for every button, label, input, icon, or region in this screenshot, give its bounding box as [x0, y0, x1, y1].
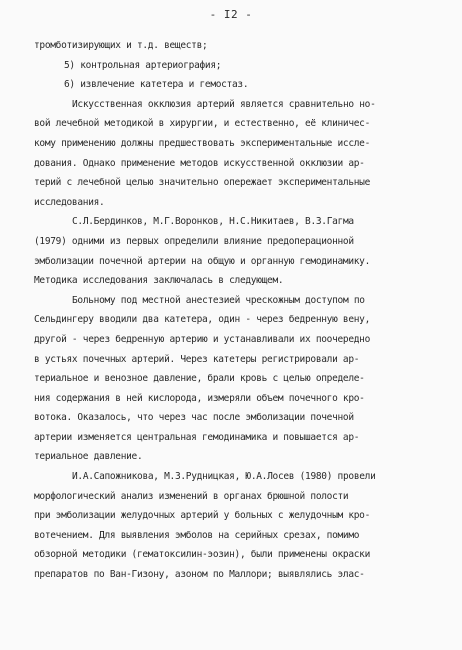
text-line: Больному под местной анестезией чрескожным доступом по: [72, 294, 365, 306]
text-line: дования. Однако применение методов искусственной окклюзии ар-: [34, 157, 365, 169]
text-line: И.А.Сапожникова, М.З.Рудницкая, Ю.А.Лосев (1980) провели: [72, 471, 376, 483]
text-line: артерии изменяется центральная гемодинамика и повышается ар-: [34, 431, 360, 443]
text-line: в устьях почечных артерий. Через катетеры регистрировали ар-: [34, 353, 360, 365]
text-line: тромботизирующих и т.д. веществ;: [34, 40, 208, 51]
body-text: [34, 36, 446, 585]
text-line: препаратов по Ван-Гизону, азоном по Маллори; выявлялись элас-: [34, 569, 365, 581]
text-line: кому применению должны предшествовать экспериментальные иссле-: [34, 137, 371, 149]
page-number: - I2 -: [209, 8, 253, 21]
text-line: вой лечебной методикой в хирургии, и естественно, её клиничес-: [34, 118, 371, 130]
text-line: другой - через бедренную артерию и устанавливали их поочередно: [34, 333, 371, 345]
text-line: эмболизации почечной артерии на общую и органную гемодинамику.: [34, 255, 371, 267]
text-line: вотечением. Для выявления эмболов на серийных срезах, помимо: [34, 529, 360, 541]
text-line: морфологический анализ изменений в органах брюшной полости: [34, 490, 349, 502]
text-line: вотока. Оказалось, что через час после эмболизации почечной: [34, 412, 354, 424]
text-line: ния содержания в ней кислорода, измеряли объем почечного кро-: [34, 392, 365, 404]
text-line: териальное давление.: [34, 451, 143, 463]
text-line: обзорной методики (гематоксилин-эозин), были применены окраски: [34, 549, 371, 561]
text-line: Искусственная окклюзия артерий является сравнительно но-: [72, 98, 376, 110]
text-line: (1979) одними из первых определили влияние предоперационной: [34, 235, 354, 247]
text-line: териальное и венозное давление, брали кровь с целью определе-: [34, 373, 365, 385]
text-line: 6) извлечение катетера и гемостаз.: [64, 79, 249, 91]
text-line: исследования.: [34, 196, 105, 208]
text-line: 5) контрольная артериография;: [64, 59, 222, 71]
text-line: Сельдингеру вводили два катетера, один - через бедренную вену,: [34, 314, 371, 326]
text-line: Методика исследования заключалась в следующем.: [34, 275, 284, 287]
text-line: С.Л.Бердинков, М.Г.Воронков, Н.С.Никитаев, В.З.Гагма: [72, 216, 354, 228]
text-line: терий с лечебной целью значительно опережает экспериментальные: [34, 177, 371, 189]
text-line: при эмболизации желудочных артерий у больных с желудочным кро-: [34, 510, 371, 522]
